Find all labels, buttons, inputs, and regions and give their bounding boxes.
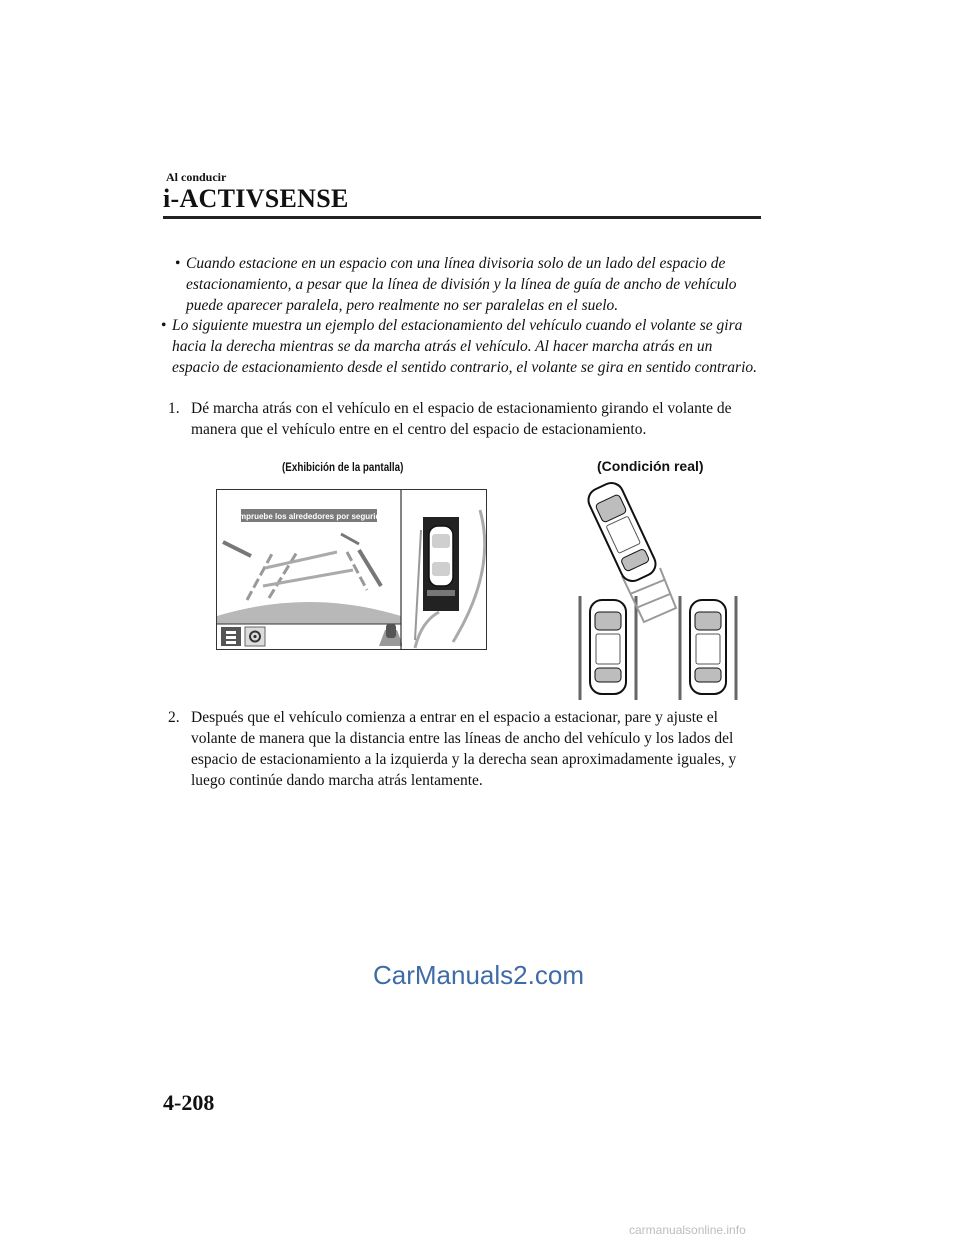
watermark: CarManuals2.com bbox=[373, 960, 584, 990]
screen-display bbox=[216, 489, 487, 650]
bullet-icon: • bbox=[175, 255, 181, 272]
step-item bbox=[168, 707, 761, 791]
camera-view-illustration bbox=[217, 490, 486, 649]
title-divider bbox=[163, 216, 761, 219]
note-item bbox=[161, 315, 761, 378]
parked-car bbox=[590, 600, 626, 694]
bullet-icon: • bbox=[161, 317, 167, 334]
step-number: 1. bbox=[168, 400, 180, 417]
reversing-car bbox=[585, 479, 660, 585]
step-number: 2. bbox=[168, 709, 180, 726]
page-number: 4-208 bbox=[163, 1090, 215, 1115]
note-item bbox=[175, 253, 761, 316]
section-label: Al conducir bbox=[166, 170, 227, 184]
note-text: Lo siguiente muestra un ejemplo del estacionamiento del vehículo cuando el volante se gira hacia la derecha mientras se da marcha atrás el vehículo. Al hacer marcha atrás en un espacio de estacionamiento desde el sentido contrario, el volante se gira en sentido contrario. bbox=[172, 317, 758, 376]
figure-label-screen: (Exhibición de la pantalla) bbox=[282, 460, 404, 474]
real-condition-illustration bbox=[560, 476, 760, 700]
page-title: i-ACTIVSENSE bbox=[163, 184, 349, 213]
footer-link[interactable]: carmanualsonline.info bbox=[629, 1223, 746, 1237]
step-text: Dé marcha atrás con el vehículo en el espacio de estacionamiento girando el volante de manera que el vehículo entre en el centro del espacio de estacionamiento. bbox=[191, 400, 732, 438]
step-text: Después que el vehículo comienza a entrar en el espacio a estacionar, pare y ajuste el volante de manera que la distancia entre las líneas de ancho del vehículo y los lados del espacio de estacionamiento a la izquierda y la derecha sean aproximadamente iguales, y luego continúe dando marcha atrás lentamente. bbox=[191, 709, 737, 789]
parked-car bbox=[690, 600, 726, 694]
step-item bbox=[168, 398, 761, 440]
note-text: Cuando estacione en un espacio con una línea divisoria solo de un lado del espacio de estacionamiento, a pesar que la línea de división y la línea de guía de ancho de vehículo puede aparecer paralela, pero realmente no ser paralelas en el suelo. bbox=[186, 255, 737, 314]
figure-label-real: (Condición real) bbox=[597, 458, 704, 474]
warning-banner-text: Compruebe los alrededores por seguridad bbox=[228, 512, 390, 521]
